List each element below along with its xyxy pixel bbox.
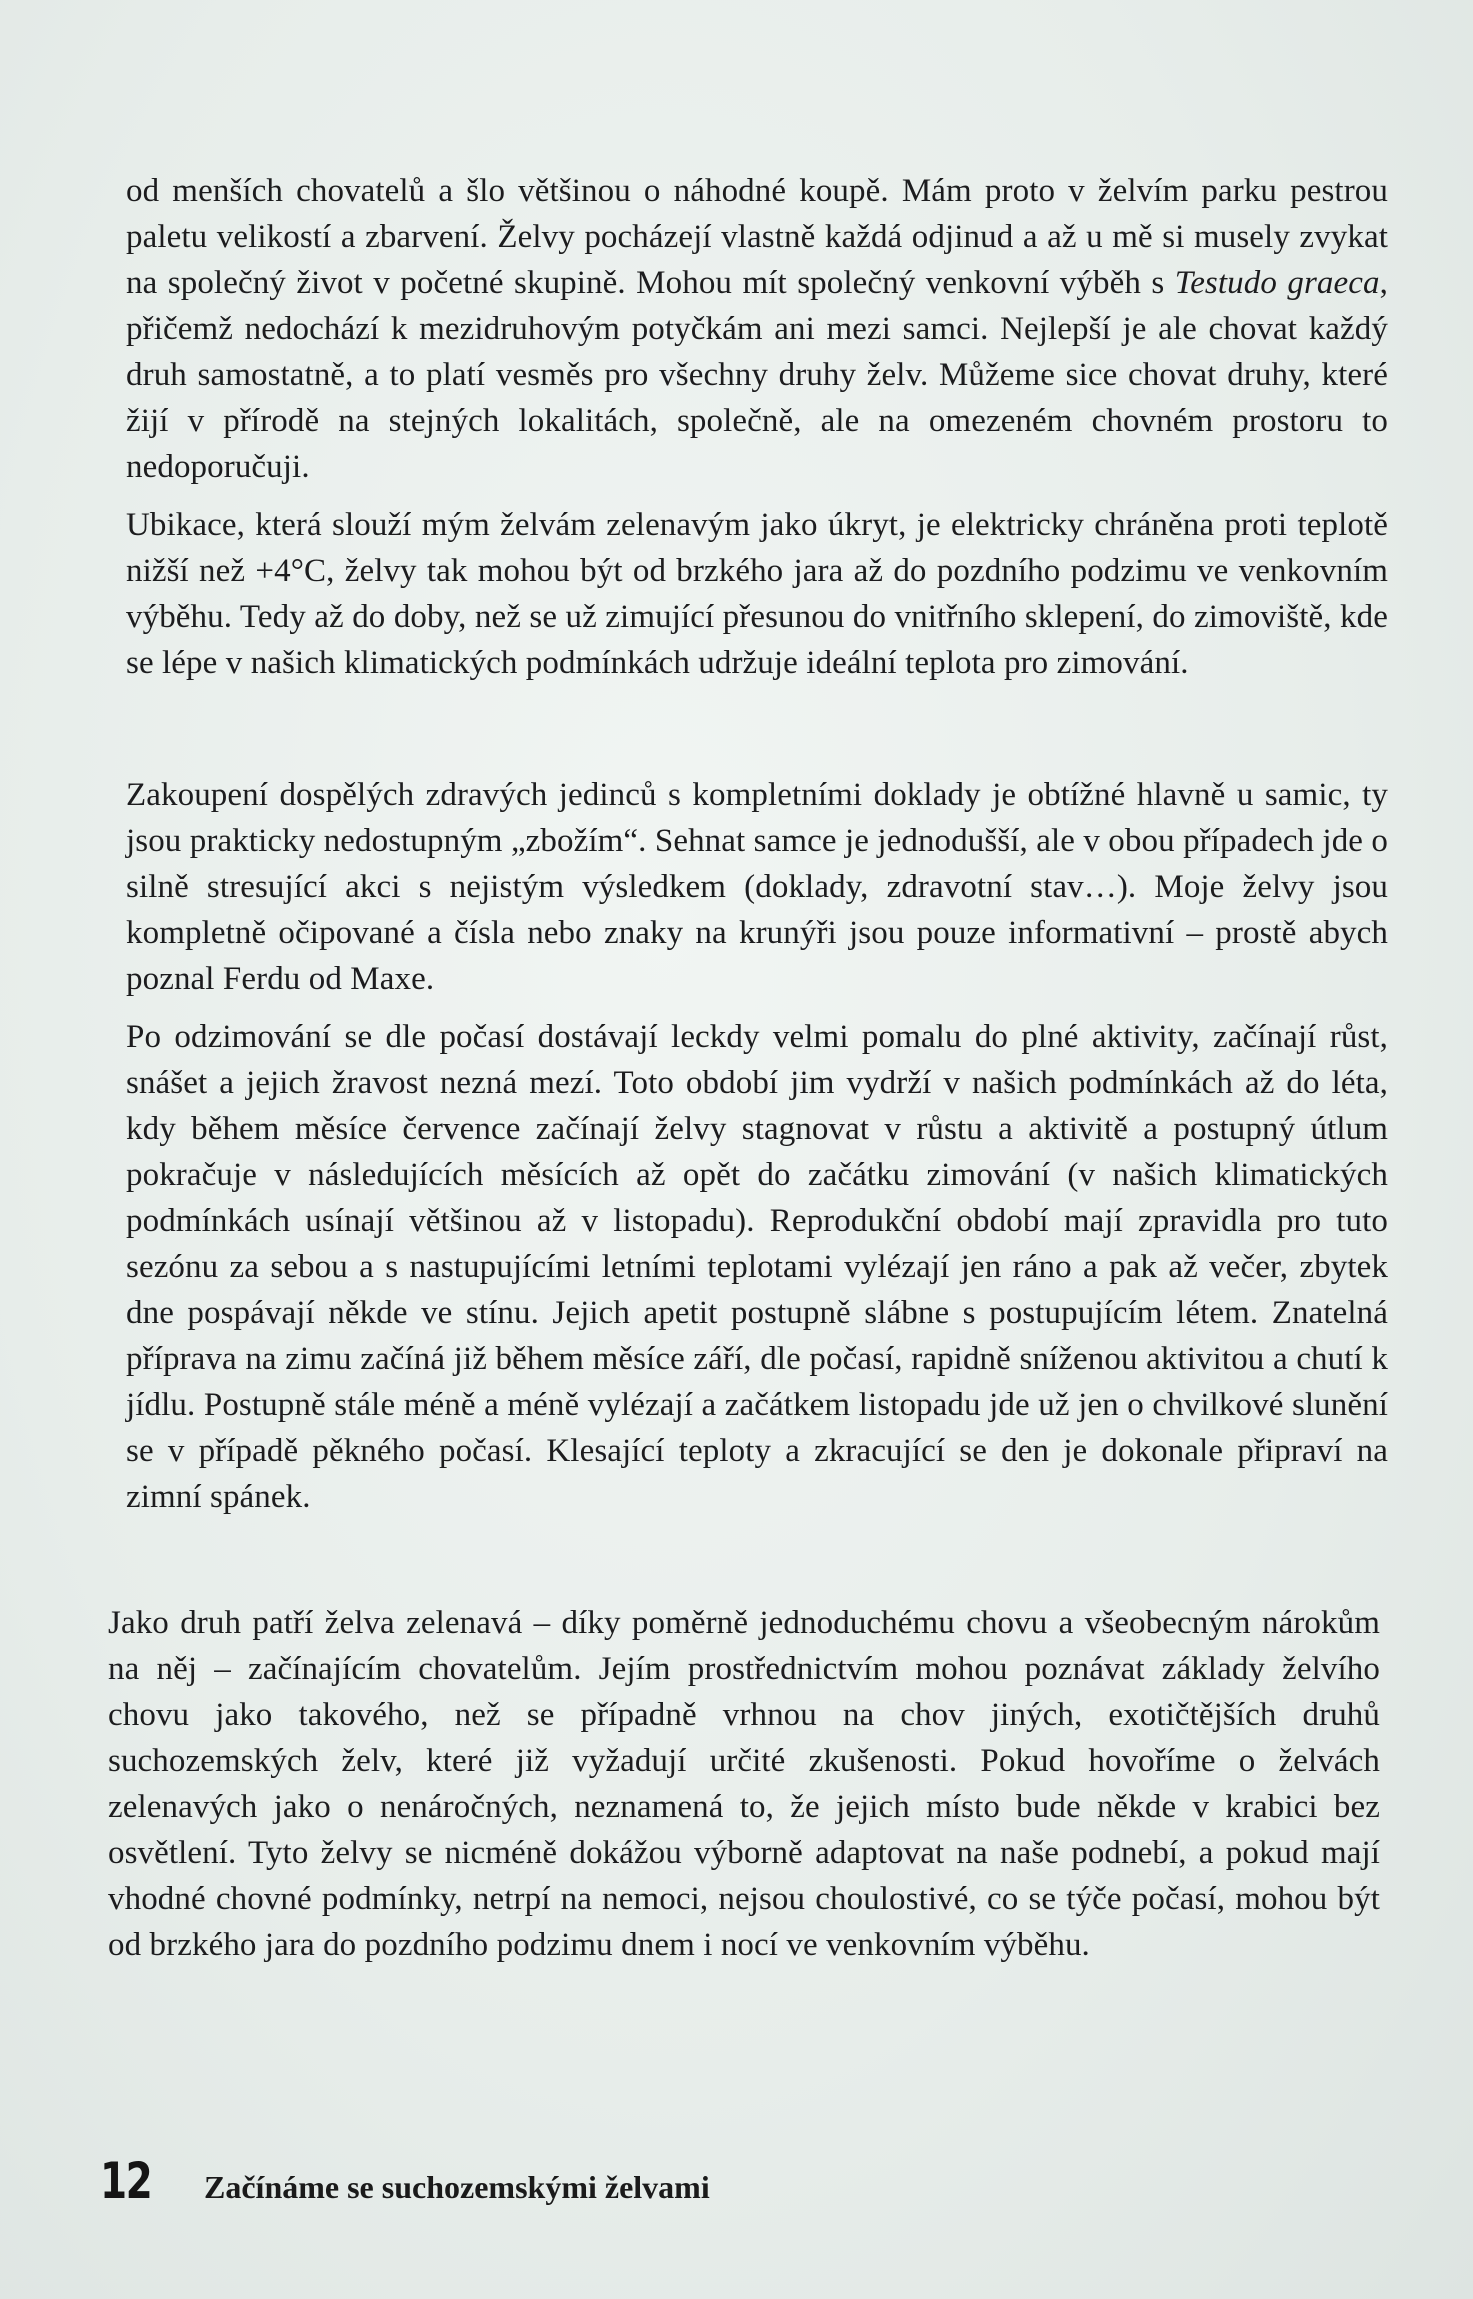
running-title: Začínáme se suchozemskými želvami	[204, 2169, 710, 2205]
text-section-bottom	[108, 1600, 1380, 1980]
paragraph-1-text-end: , přičemž nedochází k mezidruhovým potyčkám ani mezi samci. Nejlepší je ale chovat každý druh samostatně, a to platí vesměs pro všechny druhy želv. Můžeme sice chovat druhy, které žijí v přírodě na stejných lokalitách, společně, ale na omezeném chovném prostoru to nedoporučuji.	[126, 265, 1388, 485]
page-footer	[100, 2152, 710, 2210]
paragraph-1	[126, 168, 1388, 490]
paragraph-4: Po odzimování se dle počasí dostávají leckdy velmi pomalu do plné aktivity, začínají růst, snášet a jejich žravost nezná mezí. Toto období jim vydrží v našich podmínkách až do léta, kdy během měsíce července začínají želvy stagnovat v růstu a aktivitě a postupný útlum pokračuje v následujících měsících až opět do začátku zimování (v našich klimatických podmínkách usínají většinou až v listopadu). Reprodukční období mají zpravidla pro tuto sezónu za sebou a s nastupujícími letními teplotami vylézají jen ráno a pak až večer, zbytek dne pospávají někde ve stínu. Jejich apetit postupně slábne s postupujícím létem. Znatelná příprava na zimu začíná již během měsíce září, dle počasí, rapidně sníženou aktivitou a chutí k jídlu. Postupně stále méně a méně vylézají a začátkem listopadu jde už jen o chvilkové slunění se v případě pěkného počasí. Klesající teploty a zkracující se den je dokonale připraví na zimní spánek.	[126, 1019, 1388, 1515]
paragraph-3: Zakoupení dospělých zdravých jedinců s kompletními doklady je obtížné hlavně u samic, ty jsou prakticky nedostupným „zbožím“. Sehnat samce je jednodušší, ale v obou případech jde o silně stresující akci s nejistým výsledkem (doklady, zdravotní stav…). Moje želvy jsou kompletně očipované a čísla nebo znaky na krunýři jsou pouze informativní – prostě abych poznal Ferdu od Maxe.	[126, 777, 1388, 997]
text-section-middle	[126, 772, 1388, 1532]
paragraph-1-text-start: od menších chovatelů a šlo většinou o náhodné koupě. Mám proto v želvím parku pestrou paletu velikostí a zbarvení. Želvy pocházejí vlastně každá odjinud a až u mě si musely zvykat na společný život v početné skupině. Mohou mít společný venkovní výběh s	[126, 173, 1388, 301]
page-number: 12	[100, 2152, 152, 2210]
species-name-italic: Testudo graeca	[1174, 265, 1380, 301]
paragraph-2: Ubikace, která slouží mým želvám zelenavým jako úkryt, je elektricky chráněna proti teplotě nižší než +4°C, želvy tak mohou být od brzkého jara až do pozdního podzimu ve venkovním výběhu. Tedy až do doby, než se už zimující přesunou do vnitřního sklepení, do zimoviště, kde se lépe v našich klimatických podmínkách udržuje ideální teplota pro zimování.	[126, 507, 1388, 681]
text-section-top	[126, 168, 1388, 698]
paragraph-5: Jako druh patří želva zelenavá – díky poměrně jednoduchému chovu a všeobecným nárokům na něj – začínajícím chovatelům. Jejím prostřednictvím mohou poznávat základy želvího chovu jako takového, než se případně vrhnou na chov jiných, exotičtějších druhů suchozemských želv, které již vyžadují určité zkušenosti. Pokud hovoříme o želvách zelenavých jako o nenáročných, neznamená to, že jejich místo bude někde v krabici bez osvětlení. Tyto želvy se nicméně dokážou výborně adaptovat na naše podnebí, a pokud mají vhodné chovné podmínky, netrpí na nemoci, nejsou choulostivé, co se týče počasí, mohou být od brzkého jara do pozdního podzimu dnem i nocí ve venkovním výběhu.	[108, 1605, 1380, 1963]
